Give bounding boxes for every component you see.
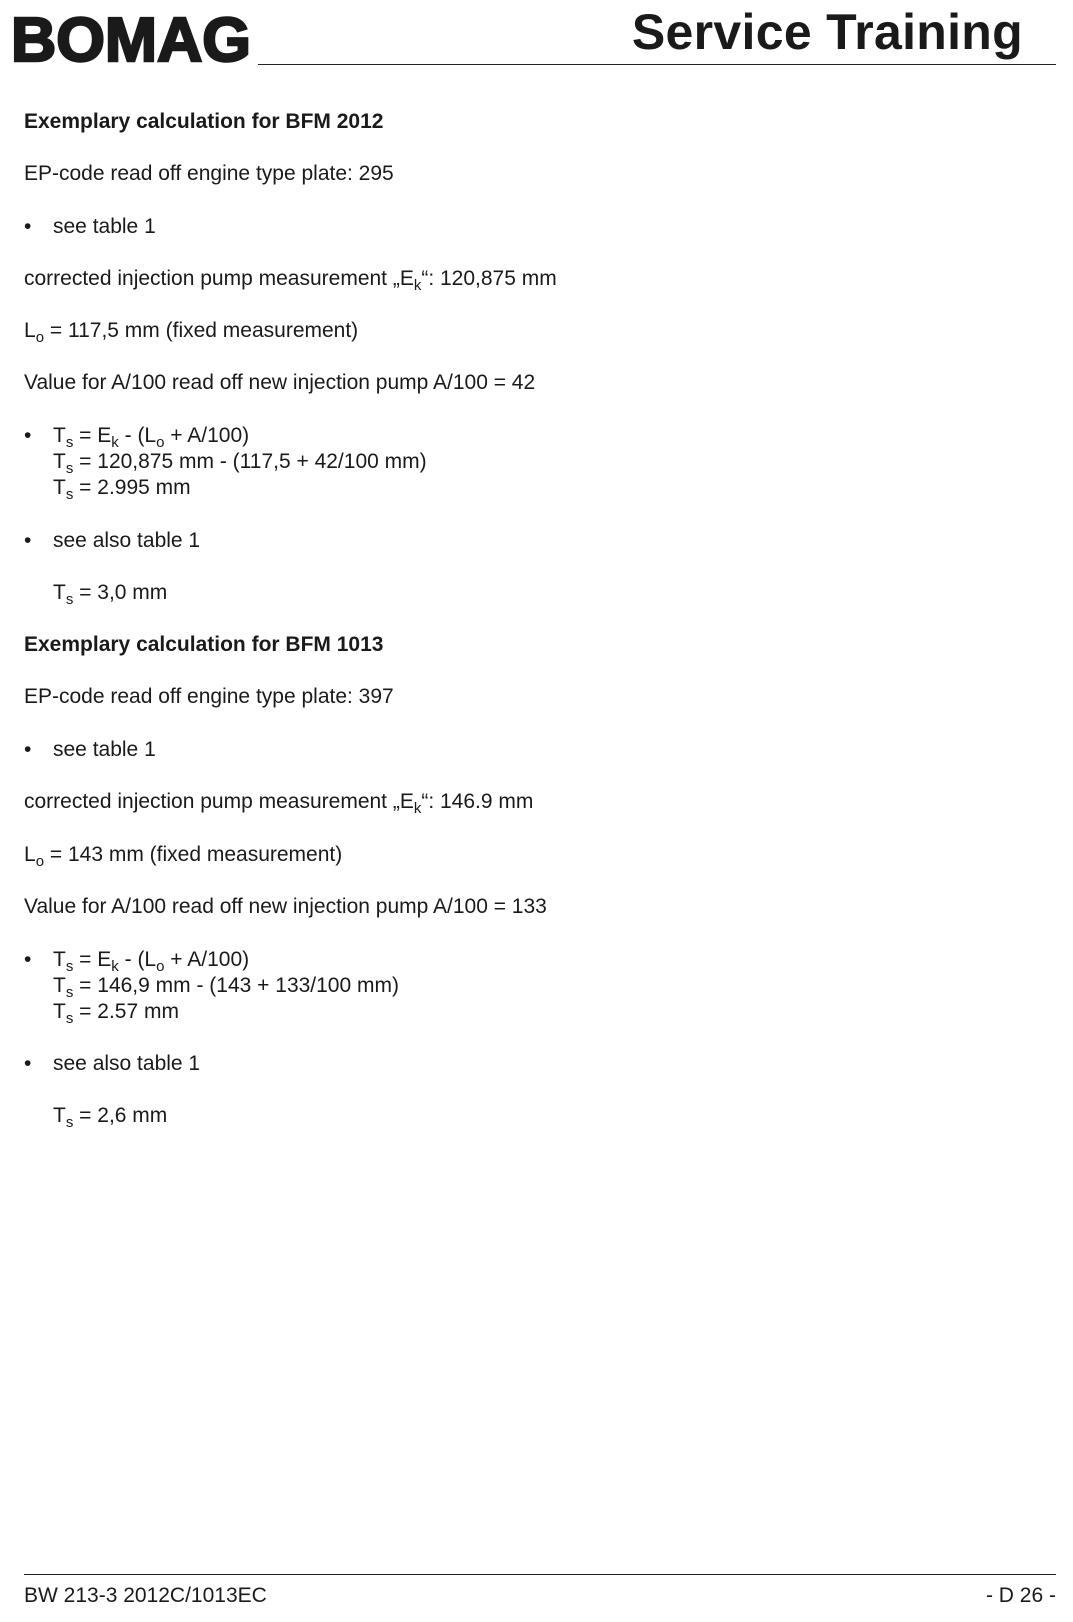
bullet-icon: • bbox=[24, 948, 32, 971]
bullet-icon: • bbox=[24, 1052, 32, 1075]
formula-line: $T_s = E_k - (L_o + A/100)$ bbox=[53, 948, 250, 975]
bullet-icon: • bbox=[24, 529, 32, 552]
ep-code-text: EP-code read off engine type plate: 295 bbox=[24, 162, 394, 185]
calculation-line: $T_s = 146,9$ mm - (143 + 133/100 mm) bbox=[53, 974, 399, 1001]
section-heading: Exemplary calculation for BFM 1013 bbox=[24, 633, 384, 656]
header-title: Service Training bbox=[631, 4, 1023, 60]
footer-divider bbox=[24, 1574, 1056, 1575]
formula-line: $T_s = E_k - (L_o + A/100)$ bbox=[53, 424, 250, 451]
corrected-measurement-text: corrected injection pump measurement $„E_k“$: 120,875 mm bbox=[24, 267, 557, 294]
see-also-text: see also table 1 bbox=[53, 1052, 201, 1075]
lo-measurement-text: $L_o = 117,5$ mm (fixed measurement) bbox=[24, 319, 359, 346]
result-line: $T_s = 2.995$ mm bbox=[53, 476, 191, 503]
corrected-measurement-text: corrected injection pump measurement $„E_k“$: 146.9 mm bbox=[24, 790, 534, 817]
header-divider bbox=[258, 64, 1056, 65]
calculation-line: $T_s = 120,875$ mm - (117,5 + 42/100 mm) bbox=[53, 450, 427, 477]
a100-value-text: Value for A/100 read off new injection pump A/100 = 42 bbox=[24, 371, 536, 394]
result-line: $T_s = 2.57$ mm bbox=[53, 1000, 179, 1027]
bullet-icon: • bbox=[24, 424, 32, 447]
svg-text:BOMAG: BOMAG bbox=[11, 10, 251, 66]
bomag-logo bbox=[11, 10, 261, 66]
see-table-text: see table 1 bbox=[53, 215, 156, 238]
ep-code-text: EP-code read off engine type plate: 397 bbox=[24, 685, 394, 708]
footer-model-text: BW 213-3 2012C/1013EC bbox=[24, 1584, 267, 1607]
final-result-line: $T_s = 2,6$ mm bbox=[53, 1104, 168, 1131]
section-heading: Exemplary calculation for BFM 2012 bbox=[24, 110, 384, 133]
bullet-icon: • bbox=[24, 215, 32, 238]
see-also-text: see also table 1 bbox=[53, 529, 201, 552]
lo-measurement-text: $L_o = 143$ mm (fixed measurement) bbox=[24, 843, 343, 870]
page-header bbox=[0, 0, 1073, 70]
bullet-icon: • bbox=[24, 738, 32, 761]
see-table-text: see table 1 bbox=[53, 738, 156, 761]
a100-value-text: Value for A/100 read off new injection pump A/100 = 133 bbox=[24, 895, 547, 918]
page-number: - D 26 - bbox=[985, 1584, 1056, 1607]
final-result-line: $T_s = 3,0$ mm bbox=[53, 581, 168, 608]
